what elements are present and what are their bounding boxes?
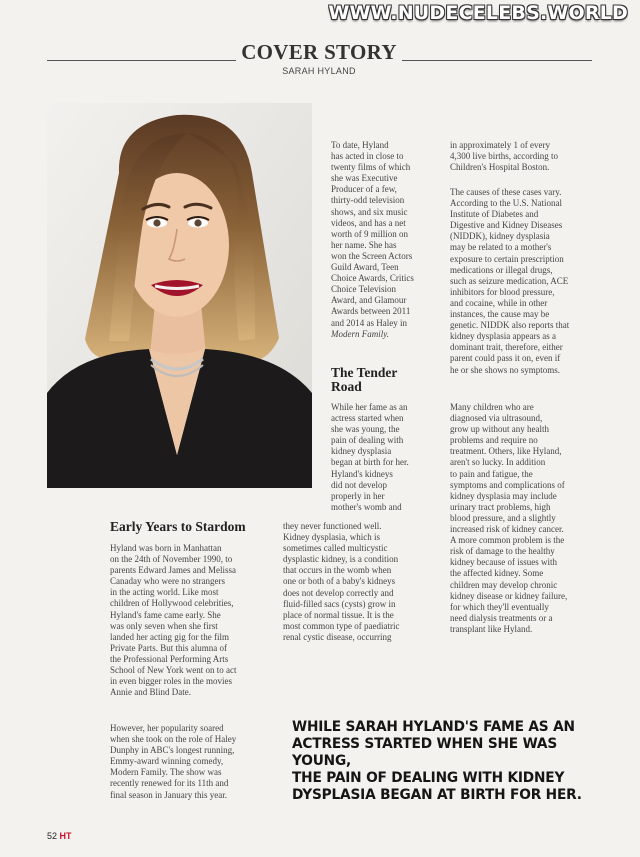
- page-number: 52: [47, 831, 58, 841]
- col3-paragraph-3: Many children who are diagnosed via ultrasound, grow up without any health problems and require no treatment. Others, like Hyland, aren't so lucky. In addition to pain and fatigue, the symptoms and complications of kidney dysplasia may include urinary tract problems, high blood pressure, and a slightly increased risk of kidney cancer. A more common problem is the risk of damage to the healthy kidney because of issues with the affected kidney. Some children may develop chronic kidney disease or kidney failure, for which they'll eventually need dialysis treatments or a transplant like Hyland.: [450, 402, 568, 634]
- col2-paragraph-1: To date, Hyland has acted in close to twenty films of which she was Executive Producer of a few, thirty-odd television shows, and six music videos, and has a net worth of 9 million on her name. She has won the Screen Actors Guild Award, Teen Choice Awards, Critics Choice Television Award, and Glamour Awards between 2011 and 2014 as Haley in Modern Family.: [331, 140, 414, 339]
- col2-paragraph-2: While her fame as an actress started when she was young, the pain of dealing with kidney dysplasia began at birth for her. Hyland's kidneys did not develop properly in her mother's womb and: [331, 402, 409, 512]
- watermark: WWW.NUDECELEBS.WORLD: [328, 2, 628, 24]
- heading-early-years: Early Years to Stardom: [110, 519, 246, 534]
- portrait-illustration: [47, 103, 312, 488]
- cover-photo: [47, 103, 312, 488]
- header-rule-left: [47, 60, 236, 61]
- header-rule-right: [402, 60, 592, 61]
- cover-subject: SARAH HYLAND: [282, 66, 356, 76]
- col2-paragraph-2-continued: they never functioned well. Kidney dysplasia, which is sometimes called multicystic dysplastic kidney, is a condition that occurs in the womb when one or both of a baby's kidneys does not develop correctly and fluid-filled sacs (cysts) grow in place of normal tissue. It is the most common type of paediatric renal cystic disease, occurring: [283, 521, 400, 642]
- pull-quote: WHILE SARAH HYLAND'S FAME AS AN ACTRESS STARTED WHEN SHE WAS YOUNG, THE PAIN OF DEALING WITH KIDNEY DYSPLASIA BEGAN AT BIRTH FOR HER.: [292, 718, 582, 803]
- section-title: COVER STORY: [241, 40, 397, 64]
- page-footer: [47, 831, 72, 841]
- col3-paragraph-1: in approximately 1 of every 4,300 live births, according to Children's Hospital Boston.: [450, 140, 558, 173]
- col1-paragraph-2: However, her popularity soared when she took on the role of Haley Dunphy in ABC's longest running, Emmy-award winning comedy, Modern Family. The show was recently renewed for its 11th and final season in January this year.: [110, 723, 237, 800]
- magazine-logo: HT: [59, 831, 72, 841]
- col1-paragraph-1: Hyland was born in Manhattan on the 24th of November 1990, to parents Edward James and Melissa Canaday who were no strangers in the acting world. Like most children of Hollywood celebrities, Hyland's fame came early. She was only seven when she first landed her acting gig for the film Private Parts. But this alumna of the Professional Performing Arts School of New York went on to act in even bigger roles in the movies Annie and Blind Date.: [110, 543, 237, 698]
- col3-paragraph-2: The causes of these cases vary. According to the U.S. National Institute of Diabetes and Digestive and Kidney Diseases (NIDDK), kidney dysplasia may be related to a mother's exposure to certain prescription medications or illegal drugs, such as seizure medication, ACE inhibitors for blood pressure, and cocaine, while in other instances, the cause may be genetic. NIDDK also reports that kidney dysplasia appears as a dominant trait, therefore, either parent could pass it on, even if he or she shows no symptoms.: [450, 187, 570, 375]
- heading-tender-road: The Tender Road: [331, 365, 398, 394]
